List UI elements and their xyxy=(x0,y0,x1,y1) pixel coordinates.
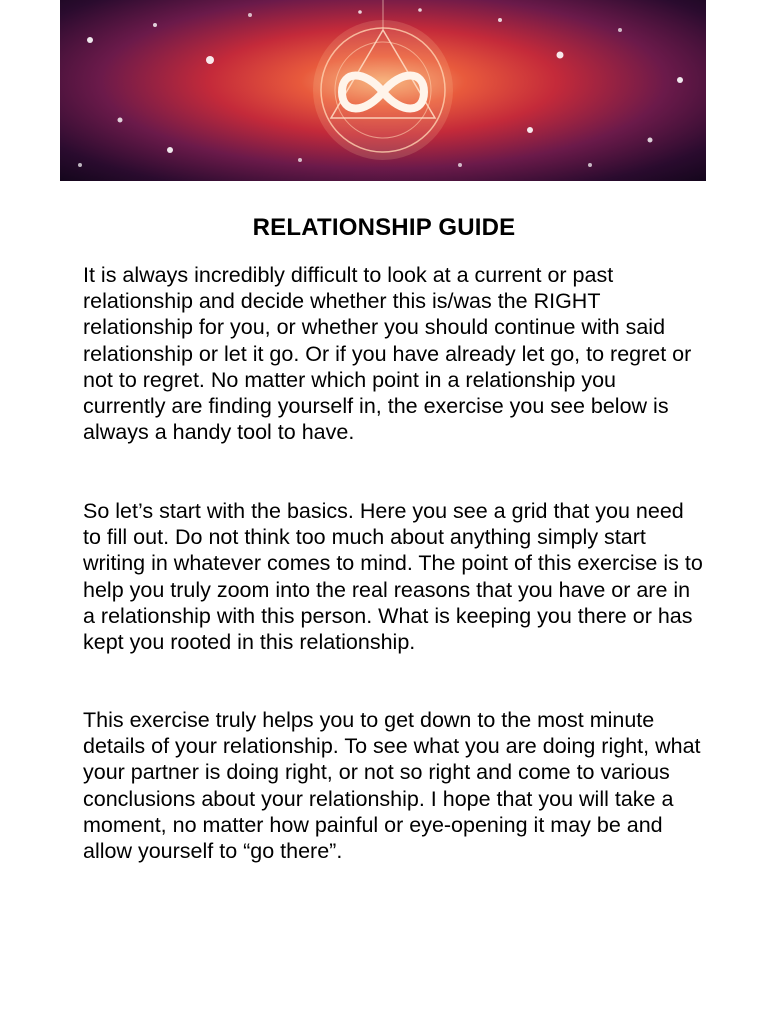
header-banner-image xyxy=(60,0,706,181)
paragraph-basics: So let’s start with the basics. Here you see a grid that you need to fill out. Do not think too much about anything simply start writing in whatever comes to mind. The point of this exercise is to help you truly zoom into the real reasons that you have or are in a relationship with this person. What is keeping you there or has kept you rooted in this relationship. xyxy=(83,499,703,655)
page-title: RELATIONSHIP GUIDE xyxy=(252,214,516,241)
paragraph-intro: It is always incredibly difficult to look at a current or past relationship and decide whether this is/was the RIGHT relationship for you, or whether you should continue with said relationship or let it go. Or if you have already let go, to regret or not to regret. No matter which point in a relationship you currently are finding yourself in, the exercise you see below is always a handy tool to have. xyxy=(83,263,692,445)
paragraph-details: This exercise truly helps you to get down to the most minute details of your relationship. To see what you are doing right, what your partner is doing right, or not so right and come to various conclusions about your relationship. I hope that you will take a moment, no matter how painful or eye-opening it may be and allow yourself to “go there”. xyxy=(83,708,701,864)
infinity-symbol-icon xyxy=(60,0,706,181)
